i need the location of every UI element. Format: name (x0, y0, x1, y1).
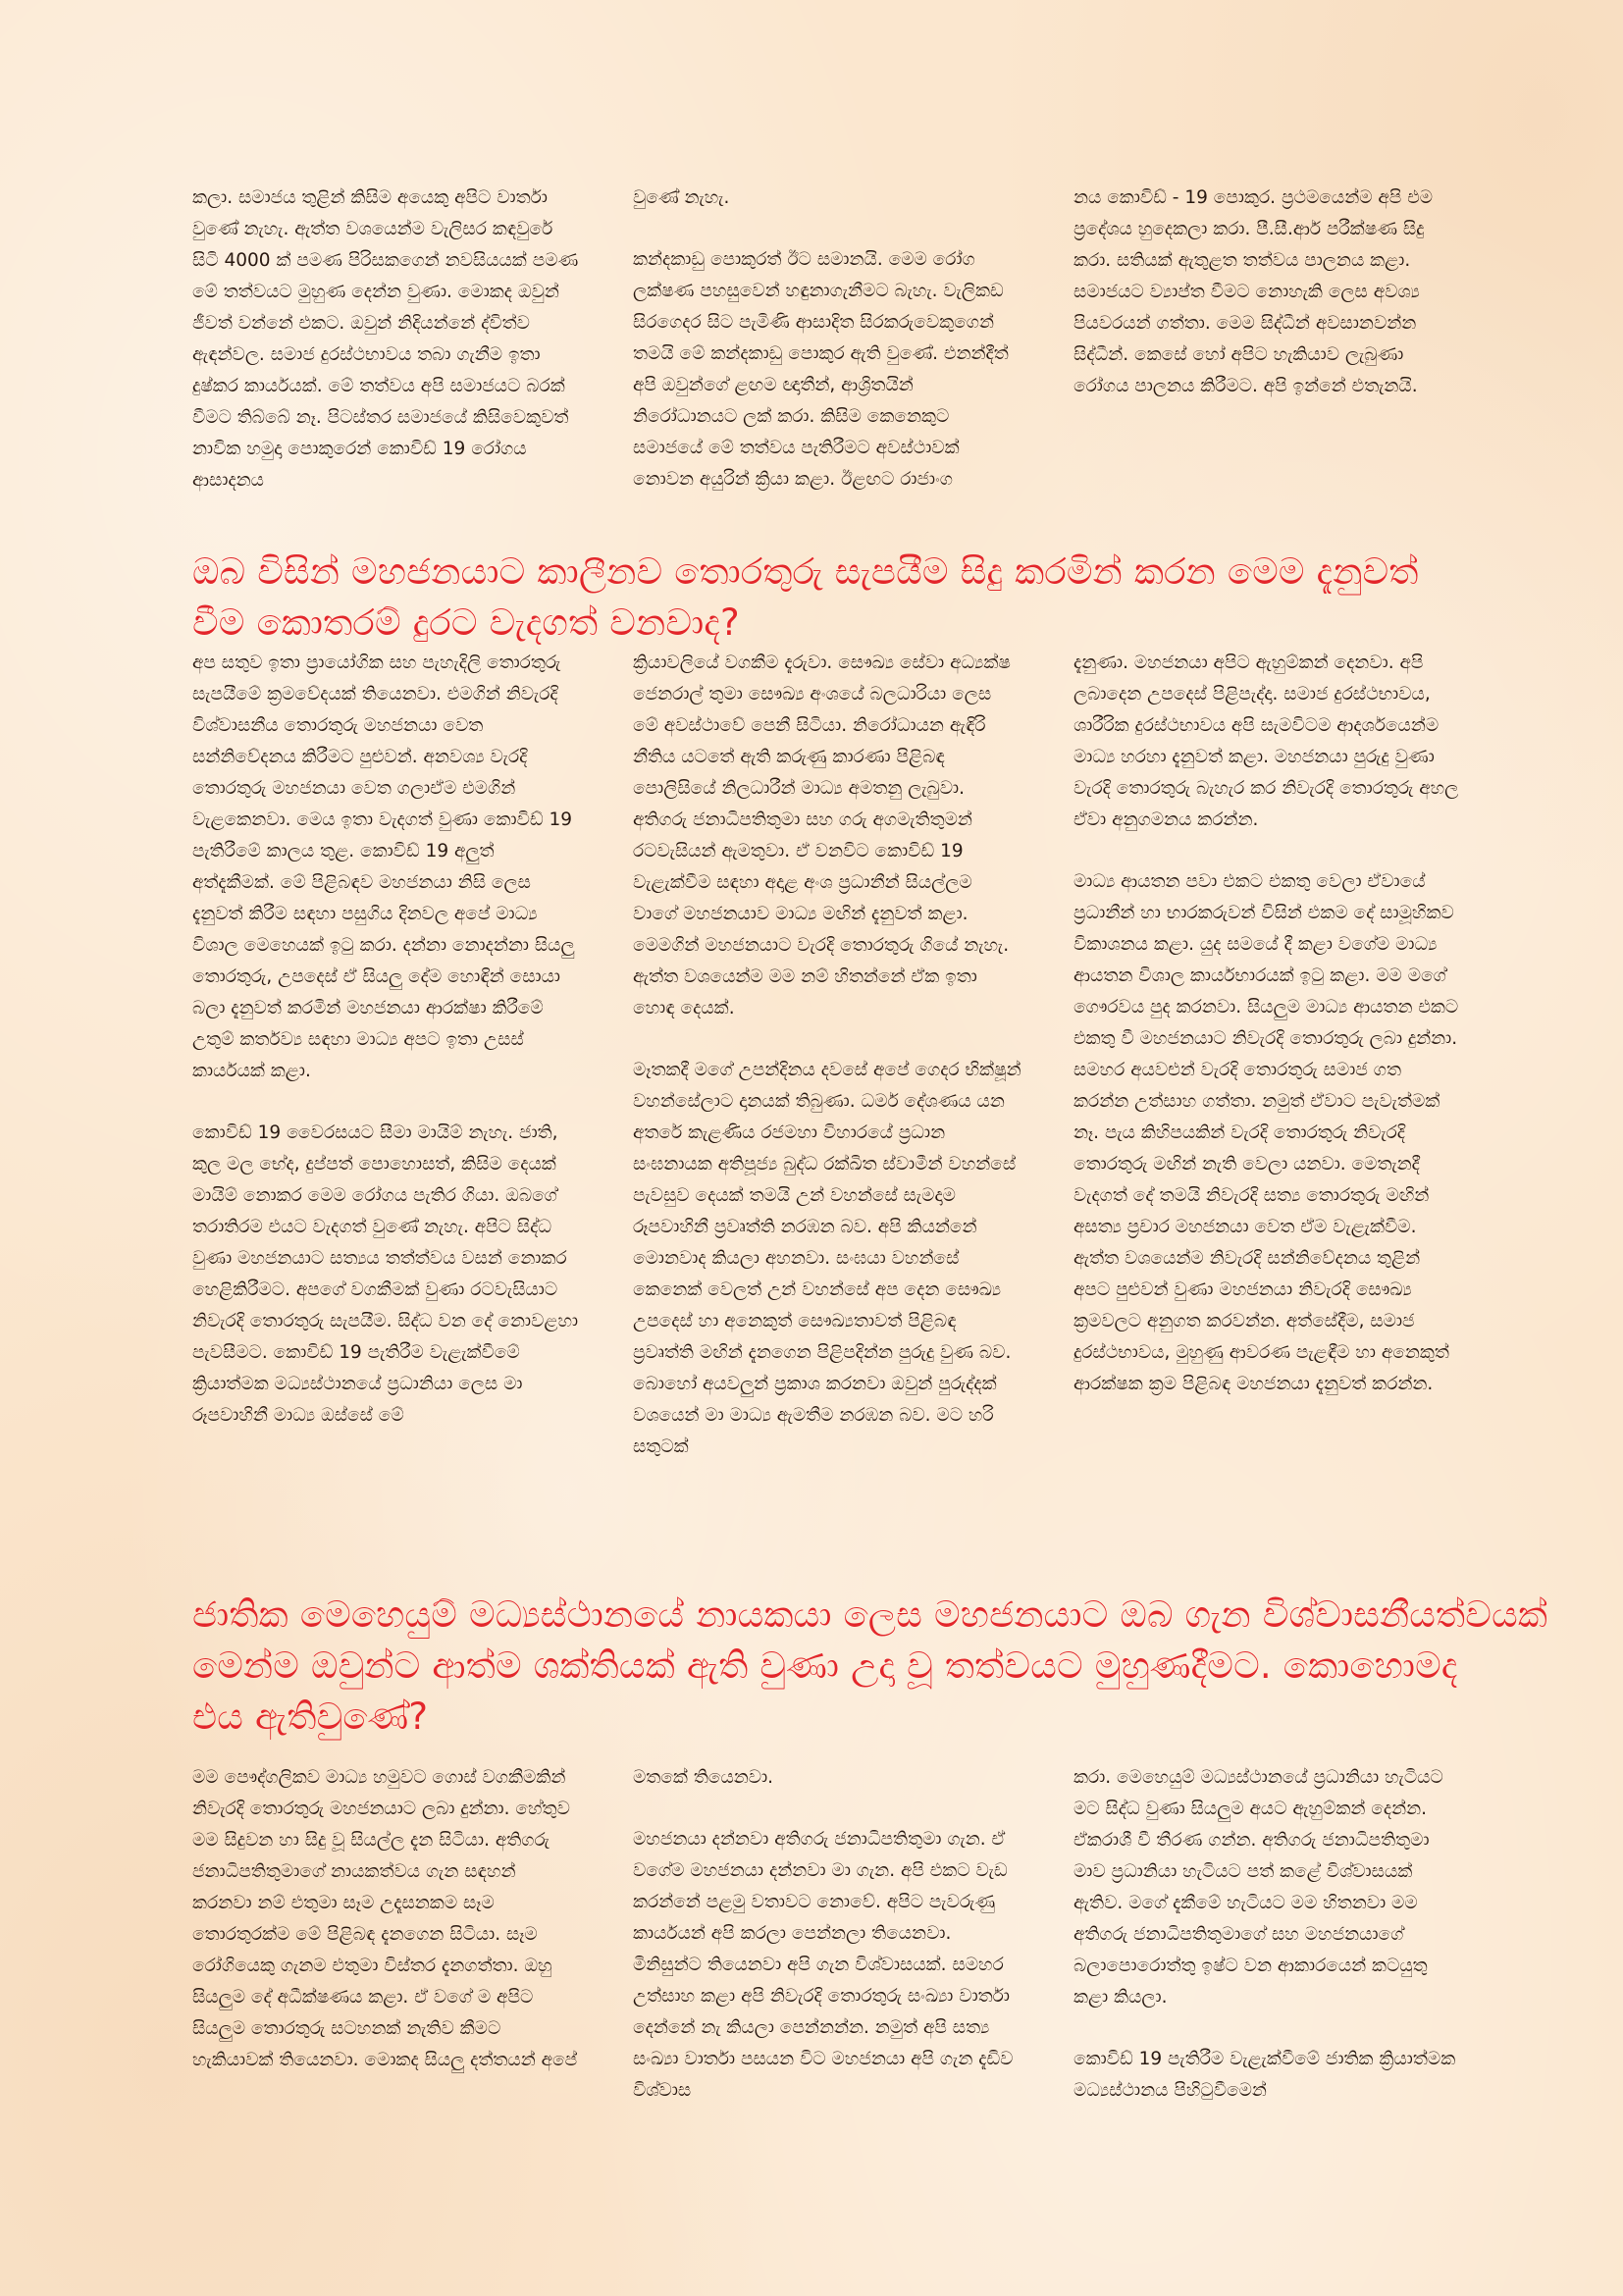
paragraph: කොවිඩ් 19 පැතිරීම වැළැක්වීමේ ජාතික ක්‍රියාත්මක මධ්‍යස්ථානය පිහිටුවීමෙන් (1073, 2049, 1456, 2101)
column-1 (192, 648, 581, 1463)
paragraph: කන්දකාඩු පොකුරත් ඊට සමානයි. මෙම රෝග ලක්ෂණ පහසුවෙන් හඳුනාගැනීමට බැහැ. වැලිකඩ සිරගෙදර සිට පැමිණි ආසාදිත සිරකරුවෙකුගෙන් තමයි මේ කන්දකාඩු පොකුර ඇති වුණේ. එනන්දීත් අපි ඔවුන්ගේ ළඟම ඥාතීන්, ආශ්‍රිතයින් නිරෝධානයට ලක් කරා. කිසිම කෙනෙකුට සමාජයේ මේ තත්වය පැතිරීමට අවස්ථාවක් නොවන අයුරින් ක්‍රියා කළා. ඊළඟට රාජාංග (633, 249, 1009, 490)
column-3 (1073, 648, 1462, 1463)
paragraph: මහජනයා දන්නවා අතිගරු ජනාධිපතිතුමා ගැන. ඒ වගේම මහජනයා දන්නවා මා ගැන. අපි එකට වැඩ කරන්නේ පළමු වතාවට නොවේ. අපිට පැවරුණු කාර්යයන් අපි කරලා පෙන්නලා තියෙනවා. මිනිසුන්ට තියෙනවා අපි ගැන විශ්වාසයක්. සමහර උත්සාහ කළා අපි නිවැරදි තොරතුරු සංඛ්‍යා වාර්තා දෙන්නේ නැ කියලා පෙන්නන්න. නමුත් අපි සත්‍ය සංඛ්‍යා වාර්තා පසයන විට මහජනයා අපි ගැන දැඩිව විශ්වාස (633, 1829, 1014, 2101)
paragraph: අප සතුව ඉතා ප්‍රායෝගික සහ පැහැදිලි තොරතුරු සැපයීමේ ක්‍රමවේදයක් තියෙනවා. එමගින් නිවැරදි විශ්වාසනීය තොරතුරු මහජනයා වෙත සන්නිවේදනය කිරීමට පුළුවන්. අනවශ්‍ය වැරදි තොරතුරු මහජනයා වෙත ගලාඒම එමගින් වැළකෙනවා. මෙය ඉතා වැදගත් වුණා කොවිඩ් 19 පැතිරීමේ කාලය තුළ. කොවිඩ් 19 අලුත් අත්දැකීමක්. මේ පිළිබඳව මහජනයා නිසි ලෙස දැනුවත් කිරීම සඳහා පසුගිය දිනවල අපේ මාධ්‍ය විශාල මෙහෙයක් ඉටු කරා. දන්නා නොදන්නා සියලු තොරතුරු, උපදෙස් ඒ සියලු දේම හොඳින් සොයා බලා දැනුවත් කරමින් මහජනයා ආරක්ෂා කිරීමේ උතුම් කර්තව්‍ය සඳහා මාධ්‍ය අපට ඉතා උසස් කාර්යයක් කළා. (192, 652, 575, 1081)
heading-line: ඔබ විසින් මහජනයාට කාලීනව තොරතුරු සැපයීම සිදු කරමින් කරන මෙම දැනුවත් (192, 550, 1419, 593)
column-1 (192, 1762, 581, 2107)
paragraph: වුණේ නැහැ. (633, 187, 730, 208)
section-intro-columns (192, 183, 1462, 496)
heading-line: එය ඇතිවුණේ? (192, 1696, 429, 1738)
heading-line: මෙන්ම ඔවුන්ට ආත්ම ශක්තියක් ඇති වුණා උදා වූ තත්වයට මුහුණදීමට. කොහොමද (192, 1644, 1458, 1687)
paragraph: මෑතකදී මගේ උපන්දිනය දවසේ අපේ ගෙදර භික්ෂූන් වහන්සේලාට දානයක් තිබුණා. ධර්ම දේශණය යන අතරේ කැළණිය රජමහා විහාරයේ ප්‍රධාන සංඝනායක අතිපූජ්‍ය බුද්ධ රක්ඛිත ස්වාමීන් වහන්සේ පැවසුව දෙයක් තමයි උන් වහන්සේ සැමදාම රූපවාහිනී ප්‍රවෘත්ති නරඹන බව. අපි කියන්නේ මොනවාද කියලා අහනවා. සංඝයා වහන්සේ කෙනෙක් වෙලත් උන් වහන්සේ අප දෙන සෞඛ්‍ය උපදෙස් හා අනෙකුත් සෞඛ්‍යතාවත් පිළිබඳ ප්‍රවෘත්ති මඟින් දැනගෙන පිළිපදින්න පුරුදු වුණ බව. බොහෝ අයවලුන් ප්‍රකාශ කරනවා ඔවුන් පුරුද්දක් වශයෙන් මා මාධ්‍ය ඇමතීම නරඹන බව. මට හරි සතුටක් (633, 1060, 1021, 1457)
paragraph: දැනුණා. මහජනයා අපිට ඇහුම්කන් දෙනවා. අපි ලබාදෙන උපදෙස් පිළිපැද්දා. සමාජ දුරස්ථභාවය, ශාරීරික දුරස්ථභාවය අපි සැමවිටම ආදර්ශයෙන්ම මාධ්‍ය හරහා දැනුවත් කළා. මහජනයා පුරුදු වුණා වැරදි තොරතුරු බැහැර කර නිවැරදි තොරතුරු අහල ඒවා අනුගමනය කරන්න. (1073, 652, 1459, 830)
paragraph: මතකේ තියෙනවා. (633, 1767, 774, 1788)
paragraph: මාධ්‍ය ආයතන පවා එකට එකතු වෙලා ඒවායේ ප්‍රධානීන් හා භාරකරුවන් විසින් එකම දේ සාමූහිකව විකාශනය කළා. යුද සමයේ දී කළා වගේම මාධ්‍ය ආයතන විශාල කාර්යභාරයක් ඉටු කළා. මම මගේ ගෞරවය පුද කරනවා. සියලුම මාධ්‍ය ආයතන එකට එකතු වී මහජනයාට නිවැරදි තොරතුරු ලබා දුන්නා. සමහර අයවළුන් වැරදි තොරතුරු සමාජ ගත කරන්න උත්සාහ ගත්තා. නමුත් ඒවාට පැවැත්මක් නෑ. පැය කිහිපයකින් වැරදි තොරතුරු නිවැරදි තොරතුරු මඟින් නැති වෙලා යනවා. මෙතැනදී වැදගත් දේ තමයි නිවැරදි සත්‍ය තොරතුරු මඟින් අසත්‍ය ප්‍රචාර මහජනයා වෙත ඒම වැළැක්වීම. ඇත්ත වශයෙන්ම නිවැරදි සන්නිවේදනය තුළින් අපට පුළුවන් වුණා මහජනයා නිවැරදි සෞඛ්‍ය ක්‍රමවලට අනුගත කරවන්න. අත්සේදීම, සමාජ දුරස්ථභාවය, මුහුණු ආවරණ පැළඳීම හා අනෙකුත් ආරක්ෂක ක්‍රම පිළිබඳ මහජනයා දැනුවත් කරන්න. (1073, 871, 1459, 1394)
paragraph: කලා. සමාජය තුළින් කිසිම අයෙකු අපිට වාර්තා වුණේ නැහැ. ඇත්ත වශයෙන්ම වැලිසර කඳවුරේ සිටි 4000 ක් පමණ පිරිසකගෙන් නවසියයක් පමණ මේ තත්වයට මුහුණ දෙන්න වුණා. මොකද ඔවුන් ජීවත් වන්නේ එකට. ඔවුන් නිදියන්නේ ද්විත්ව ඇඳන්වල. සමාජ දුරස්ථභාවය තබා ගැනීම ඉතා දුෂ්කර කාර්යයක්. මේ තත්වය අපි සමාජයට බරක් වීමට තිබ්බේ නෑ. පිටස්තර සමාජයේ කිසිවෙකුවත් නාවික හමුදා පොකුරෙන් කොවිඩ් 19 රෝගය ආසාදනය (192, 187, 579, 491)
column-3 (1073, 1762, 1462, 2107)
column-3 (1073, 183, 1462, 496)
column-1 (192, 183, 581, 496)
question-heading-1 (192, 547, 1566, 649)
heading-line: ජාතික මෙහෙයුම් මධ්‍යස්ථානයේ නායකයා ලෙස මහජනයාට ඔබ ගැන විශ්වාසනීයත්වයක් (192, 1593, 1548, 1636)
section-answer-2-columns (192, 1762, 1462, 2107)
column-2 (633, 183, 1021, 496)
paragraph: ක්‍රියාවලියේ වගකීම දැරුවා. සෞඛ්‍ය සේවා අධ්‍යක්ෂ ජෙනරාල් තුමා සෞඛ්‍ය අංශයේ බලධාරියා ලෙස මේ අවස්ථාවේ පෙනී සිටියා. නිරෝධායන ඇඳිරි නීතිය යටතේ ඇති කරුණු කාරණා පිළිබඳ පොලිසියේ නිලධාරීන් මාධ්‍ය අමතනු ලැබුවා. අතිගරු ජනාධිපතිතුමා සහ ගරු අගමැතිතුමන් රටවැසියන් ඇමතුවා. ඒ වනවිට කොවිඩ් 19 වැළැක්වීම සඳහා අදාළ අංශ ප්‍රධානීන් සියල්ලම වාගේ මහජනයාව මාධ්‍ය මඟින් දැනුවත් කළා. මෙමගින් මහජනයාට වැරදි තොරතුරු ගියේ නැහැ. ඇත්ත වශයෙන්ම මම නම් හිතන්නේ ඒක ඉතා හොඳ දෙයක්. (633, 652, 1011, 1018)
section-answer-1-columns (192, 648, 1462, 1463)
paragraph: කරා. මෙහෙයුම් මධ්‍යස්ථානයේ ප්‍රධානියා හැටියට මට සිද්ධ වුණා සියලුම අයට ඇහුම්කන් දෙන්න. ඒකරාශී වී තීරණ ගන්න. අතිගරු ජනාධිපතිතුමා මාව ප්‍රධානියා හැටියට පත් කළේ විශ්වාසයක් ඇතිව. මගේ දැකීමේ හැටියට මම හිතනවා මම අතිගරු ජනාධිපතිතුමාගේ සහ මහජනයාගේ බලාපොරොත්තු ඉෂ්ට වන ආකාරයෙන් කටයුතු කළා කියලා. (1073, 1767, 1443, 2008)
column-2 (633, 1762, 1021, 2107)
paragraph: මම පෞද්ගලිකව මාධ්‍ය හමුවට ගොස් වගකීමකින් නිවැරදි තොරතුරු මහජනයාට ලබා දුන්නා. හේතුව මම සිදුවන හා සිදු වූ සියල්ල දැන සිටියා. අතිගරු ජනාධිපතිතුමාගේ නායකත්වය ගැන සඳහන් කරනවා නම් එතුමා සෑම උදෑසනකම සෑම තොරතුරක්ම මේ පිළිබඳ දැනගෙන සිටියා. සෑම රෝගියෙකු ගැනම එතුමා විස්තර දැනගත්තා. ඔහු සියලුම දේ අධීක්ෂණය කළා. ඒ වගේ ම අපිට සියලුම තොරතුරු සටහනක් නැතිව කීමට හැකියාවක් තියෙනවා. මොකද සියලු දත්තයන් අපේ (192, 1767, 578, 2070)
paragraph: කොවිඩ් 19 වෛරසයට සීමා මායිම් නැහැ. ජාති, කුල මල භේද, දුප්පත් පොහොසත්, කිසිම දෙයක් මායිම් නොකර මෙම රෝගය පැතිර ගියා. ඔබගේ තරාතිරම එයට වැදගත් වුණේ නැහැ. අපිට සිද්ධ වුණා මහජනයාට සත්‍යය තත්ත්වය වසන් නොකර හෙළිකිරීමට. අපගේ වගකීමක් වුණා රටවැසියාට නිවැරදි තොරතුරු සැපයීම. සිද්ධ වන දේ නොවළහා පැවසීමට. කොවිඩ් 19 පැතිරීම වැළැක්වීමේ ක්‍රියාත්මක මධ්‍යස්ථානයේ ප්‍රධානියා ලෙස මා රූපවාහිනී මාධ්‍ය ඔස්සේ මේ (192, 1122, 579, 1426)
paragraph: නය කොවිඩ් - 19 පොකුර. ප්‍රථමයෙන්ම අපි එම ප්‍රදේශය හුදෙකලා කරා. පී.සී.ආර් පරීක්ෂණ සිදු කරා. සතියක් ඇතුළත තත්වය පාලනය කළා. සමාජයට ව්‍යාප්ත වීමට නොහැකි ලෙස අවශ්‍ය පියවරයන් ගත්තා. මෙම සිද්ධීන් අවසානවන්න සිද්ධීන්. කෙසේ හෝ අපිට හැකියාව ලැබුණා රෝගය පාලනය කිරීමට. අපි ඉන්නේ එතැනයි. (1073, 187, 1434, 396)
column-2 (633, 648, 1021, 1463)
question-heading-2 (192, 1590, 1566, 1743)
heading-line: වීම කොතරම් දුරට වැදගත් වනවාද? (192, 601, 740, 644)
